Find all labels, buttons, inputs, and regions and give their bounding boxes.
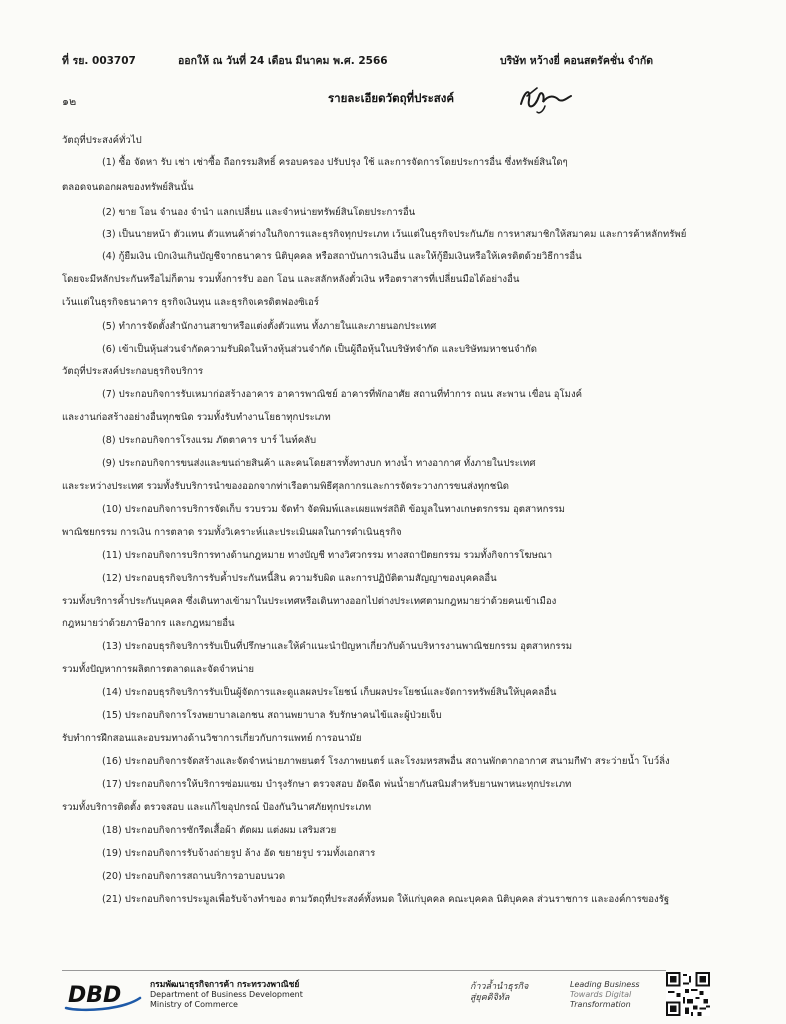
section-heading-general: วัตถุที่ประสงค์ทั่วไป xyxy=(62,135,142,146)
page-title: รายละเอียดวัตถุที่ประสงค์ xyxy=(328,91,455,105)
slogan-en-line2: Towards Digital xyxy=(570,990,632,999)
objective-item-9: (9) ประกอบกิจการขนส่งและขนถ่ายสินค้า และคนโดยสารทั้งทางบก ทางน้ำ ทางอากาศ ทั้งภายในประเทศ xyxy=(102,458,536,469)
slogan-th xyxy=(470,982,528,1004)
svg-text:DBD: DBD xyxy=(68,983,122,1008)
objective-item-11: (11) ประกอบกิจการบริการทางด้านกฎหมาย ทางบัญชี ทางวิศวกรรม ทางสถาปัตยกรรม รวมทั้งกิจการโฆษณา xyxy=(102,550,553,561)
objective-item-20: (20) ประกอบกิจการสถานบริการอาบอบนวด xyxy=(102,871,286,882)
dbd-logo xyxy=(62,978,144,1012)
objective-item-19: (19) ประกอบกิจการรับจ้างถ่ายรูป ล้าง อัด ขยายรูป รวมทั้งเอกสาร xyxy=(102,848,376,859)
section-heading-services: วัตถุที่ประสงค์ประกอบธุรกิจบริการ xyxy=(62,366,204,377)
objective-item-12-cont2: กฎหมายว่าด้วยภาษีอากร และกฎหมายอื่น xyxy=(62,618,235,629)
objective-item-4: (4) กู้ยืมเงิน เบิกเงินเกินบัญชีจากธนาคาร นิติบุคคล หรือสถาบันการเงินอื่น และให้กู้ยืมเงินหรือให้เครดิตด้วยวิธีการอื่น xyxy=(102,251,582,262)
objective-item-15: (15) ประกอบกิจการโรงพยาบาลเอกชน สถานพยาบาล รับรักษาคนไข้และผู้ป่วยเจ็บ xyxy=(102,710,442,721)
objective-item-15-cont: รับทำการฝึกสอนและอบรมทางด้านวิชาการเกี่ยวกับการแพทย์ การอนามัย xyxy=(62,733,362,744)
objective-item-3: (3) เป็นนายหน้า ตัวแทน ตัวแทนค้าต่างในกิจการและธุรกิจทุกประเภท เว้นแต่ในธุรกิจประกันภัย การหาสมาชิกให้สมาคม และการค้าหลักทรัพย์ xyxy=(102,229,687,240)
objective-item-2: (2) ขาย โอน จำนอง จำนำ แลกเปลี่ยน และจำหน่ายทรัพย์สินโดยประการอื่น xyxy=(102,207,416,218)
slogan-th-line2: สู่ยุคดิจิทัล xyxy=(470,993,510,1003)
department-name-th: กรมพัฒนาธุรกิจการค้า กระทรวงพาณิชย์ xyxy=(150,980,300,990)
objective-item-14: (14) ประกอบธุรกิจบริการรับเป็นผู้จัดการและดูแลผลประโยชน์ เก็บผลประโยชน์และจัดการทรัพย์สินให้บุคคลอื่น xyxy=(102,687,557,698)
objective-item-7-cont: และงานก่อสร้างอย่างอื่นทุกชนิด รวมทั้งรับทำงานโยธาทุกประเภท xyxy=(62,412,331,423)
objective-item-10: (10) ประกอบกิจการบริการจัดเก็บ รวบรวม จัดทำ จัดพิมพ์และเผยแพร่สถิติ ข้อมูลในทางเกษตรกรรม อุตสาหกรรม xyxy=(102,504,566,515)
department-block xyxy=(150,980,303,1010)
objective-item-4-cont2: เว้นแต่ในธุรกิจธนาคาร ธุรกิจเงินทุน และธุรกิจเครดิตฟองซิเอร์ xyxy=(62,297,319,308)
slogan-en-line3: Transformation xyxy=(570,1000,631,1009)
objective-item-9-cont: และระหว่างประเทศ รวมทั้งรับบริการนำของออกจากท่าเรือตามพิธีศุลกากรและการจัดระวางการขนส่งทุกชนิด xyxy=(62,481,510,492)
objective-item-13-cont: รวมทั้งปัญหาการผลิตการตลาดและจัดจำหน่าย xyxy=(62,664,254,675)
objective-item-17-cont: รวมทั้งบริการติดตั้ง ตรวจสอบ และแก้ไขอุปกรณ์ ป้องกันวินาศภัยทุกประเภท xyxy=(62,802,372,813)
document-number: ที่ รย. 003707 xyxy=(62,55,136,67)
objective-item-17: (17) ประกอบกิจการให้บริการซ่อมแซม บำรุงรักษา ตรวจสอบ อัดฉีด พ่นน้ำยากันสนิมสำหรับยานพาหนะทุกประเภท xyxy=(102,779,572,790)
page-number: ๑๒ xyxy=(62,95,77,108)
objective-item-5: (5) ทำการจัดตั้งสำนักงานสาขาหรือแต่งตั้งตัวแทน ทั้งภายในและภายนอกประเทศ xyxy=(102,321,437,332)
objective-item-6: (6) เข้าเป็นหุ้นส่วนจำกัดความรับผิดในห้างหุ้นส่วนจำกัด เป็นผู้ถือหุ้นในบริษัทจำกัด และบริษัทมหาชนจำกัด xyxy=(102,344,538,355)
objective-item-12: (12) ประกอบธุรกิจบริการรับค้ำประกันหนี้สิน ความรับผิด และการปฏิบัติตามสัญญาของบุคคลอื่น xyxy=(102,573,497,584)
company-name: บริษัท หว้างยี่ คอนสตรัคชั่น จำกัด xyxy=(500,55,654,67)
objective-item-7: (7) ประกอบกิจการรับเหมาก่อสร้างอาคาร อาคารพาณิชย์ อาคารที่พักอาศัย สถานที่ทำการ ถนน สะพาน เขื่อน อุโมงค์ xyxy=(102,389,583,400)
objective-item-4-cont1: โดยจะมีหลักประกันหรือไม่ก็ตาม รวมทั้งการรับ ออก โอน และสลักหลังตั๋วเงิน หรือตราสารที่เปลี่ยนมือได้อย่างอื่น xyxy=(62,274,520,285)
objective-item-8: (8) ประกอบกิจการโรงแรม ภัตตาคาร บาร์ ไนท์คลับ xyxy=(102,435,317,446)
slogan-th-line1: ก้าวล้ำนำธุรกิจ xyxy=(470,982,529,992)
objective-item-10-cont: พาณิชยกรรม การเงิน การตลาด รวมทั้งวิเคราะห์และประเมินผลในการดำเนินธุรกิจ xyxy=(62,527,402,538)
objective-item-1: (1) ซื้อ จัดหา รับ เช่า เช่าซื้อ ถือกรรมสิทธิ์ ครอบครอง ปรับปรุง ใช้ และการจัดการโดยประการอื่น ซึ่งทรัพย์สินใดๆ xyxy=(102,157,568,168)
ministry-name-en: Ministry of Commerce xyxy=(150,1000,238,1009)
slogan-en-line1: Leading Business xyxy=(570,980,640,989)
objective-item-18: (18) ประกอบกิจการซักรีดเสื้อผ้า ตัดผม แต่งผม เสริมสวย xyxy=(102,825,337,836)
footer-divider xyxy=(62,970,666,971)
qr-code xyxy=(666,972,710,1016)
objective-item-1-cont: ตลอดจนดอกผลของทรัพย์สินนั้น xyxy=(62,182,194,193)
objective-item-21: (21) ประกอบกิจการประมูลเพื่อรับจ้างทำของ ตามวัตถุที่ประสงค์ทั้งหมด ให้แก่บุคคล คณะบุคคล นิติบุคคล ส่วนราชการ และองค์การของรัฐ xyxy=(102,894,670,905)
issue-date: ออกให้ ณ วันที่ 24 เดือน มีนาคม พ.ศ. 2566 xyxy=(178,55,388,67)
objective-item-16: (16) ประกอบกิจการจัดสร้างและจัดจำหน่ายภาพยนตร์ โรงภาพยนตร์ และโรงมหรสพอื่น สถานพักตากอากาศ สนามกีฬา สระว่ายน้ำ โบว์ลิ่ง xyxy=(102,756,670,767)
department-name-en: Department of Business Development xyxy=(150,990,303,999)
slogan-en xyxy=(570,980,640,1010)
objective-item-12-cont1: รวมทั้งบริการค้ำประกันบุคคล ซึ่งเดินทางเข้ามาในประเทศหรือเดินทางออกไปต่างประเทศตามกฎหมายว่าด้วยคนเข้าเมือง xyxy=(62,596,557,607)
signature-mark xyxy=(515,82,575,118)
objective-item-13: (13) ประกอบธุรกิจบริการรับเป็นที่ปรึกษาและให้คำแนะนำปัญหาเกี่ยวกับด้านบริหารงานพาณิชยกรรม อุตสาหกรรม xyxy=(102,641,573,652)
